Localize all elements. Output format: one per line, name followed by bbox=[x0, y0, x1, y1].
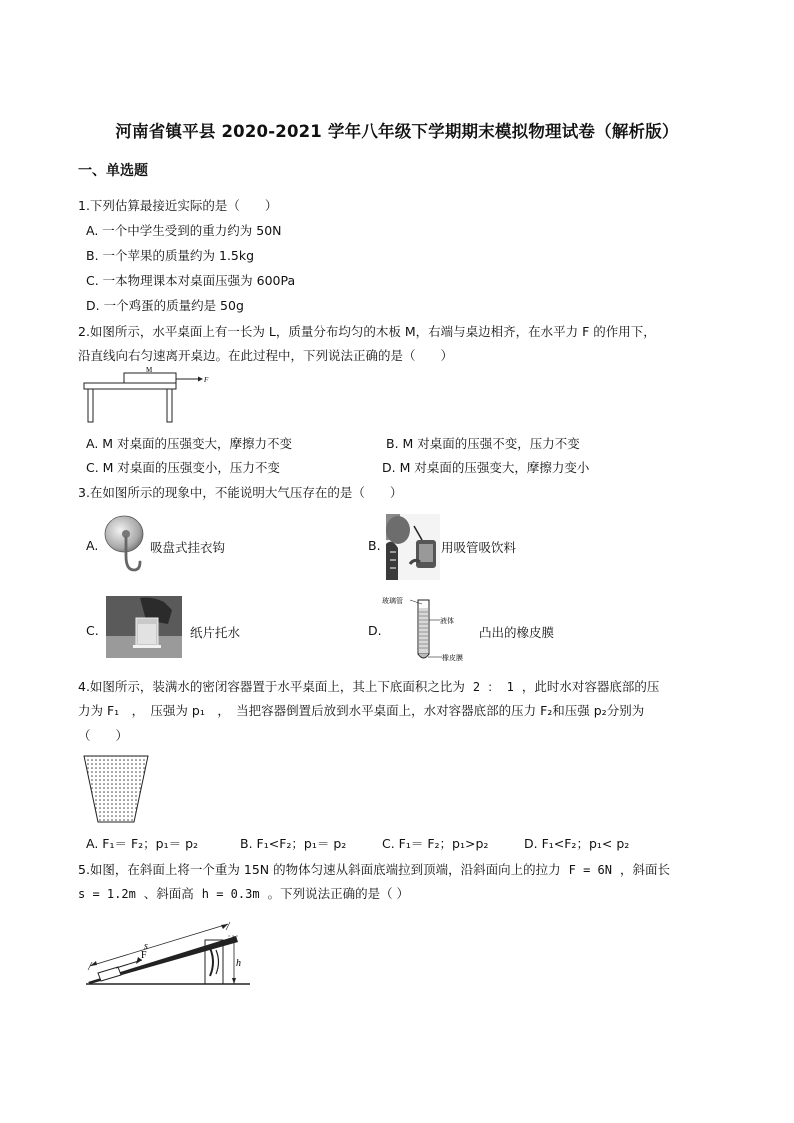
question-1-option-c: C. 一本物理课本对桌面压强为 600Pa bbox=[86, 273, 296, 288]
question-2-option-d: D. M 对桌面的压强变大，摩擦力变小 bbox=[382, 460, 590, 475]
option-d-caption: 凸出的橡皮膜 bbox=[479, 625, 555, 640]
figure-label-length: s bbox=[144, 941, 148, 952]
option-c-caption: 纸片托水 bbox=[190, 625, 241, 640]
option-b-letter: B. bbox=[368, 538, 381, 553]
straw-drinking-photo bbox=[386, 514, 440, 580]
question-5-stem-part3: 、斜面高 bbox=[143, 886, 194, 901]
option-a-caption: 吸盘式挂衣钩 bbox=[150, 540, 226, 555]
question-1-option-a: A. 一个中学生受到的重力约为 50N bbox=[86, 223, 282, 238]
figure-label-membrane: 橡皮膜 bbox=[442, 654, 463, 662]
option-d-letter: D. bbox=[368, 623, 382, 638]
question-2-option-a: A. M 对桌面的压强变大，摩擦力不变 bbox=[86, 436, 293, 451]
area-ratio: 2 ： 1 bbox=[472, 680, 514, 694]
paper-holds-water-photo bbox=[106, 596, 182, 658]
figure-label-liquid: 液体 bbox=[440, 617, 454, 625]
table-board-figure bbox=[82, 364, 222, 426]
option-c-letter: C. bbox=[86, 623, 99, 638]
question-2-stem-line2: 沿直线向右匀速离开桌边。在此过程中，下列说法正确的是（ ） bbox=[78, 348, 454, 363]
question-5-stem-part4: 。下列说法正确的是（ ） bbox=[267, 886, 410, 901]
question-2-option-c: C. M 对桌面的压强变小，压力不变 bbox=[86, 460, 280, 475]
question-4-stem-line3: （ ） bbox=[78, 728, 129, 743]
question-1-stem: 1.下列估算最接近实际的是（ ） bbox=[78, 198, 278, 213]
slope-height-value: h = 0.3m bbox=[201, 887, 260, 901]
question-5-stem-part1: 5.如图，在斜面上将一个重为 15N 的物体匀速从斜面底端拉到顶端，沿斜面向上的拉力 bbox=[78, 862, 561, 877]
page-title: 河南省镇平县 2020-2021 学年八年级下学期期末模拟物理试卷（解析版） bbox=[115, 122, 679, 141]
question-5-stem-line1 bbox=[78, 860, 670, 878]
question-4-option-d: D. F₁<F₂；p₁< p₂ bbox=[524, 836, 630, 851]
question-5-stem-line2 bbox=[78, 884, 409, 902]
question-4-stem-line2: 力为 F₁ ， 压强为 p₁ ， 当把容器倒置后放到水平桌面上，水对容器底部的压力 F₂和压强 p₂分别为 bbox=[78, 703, 645, 718]
figure-label-height: h bbox=[236, 958, 241, 969]
figure-label-glass-tube: 玻璃管 bbox=[382, 597, 403, 605]
question-4-option-b: B. F₁<F₂；p₁＝ p₂ bbox=[240, 836, 347, 851]
question-4-option-c: C. F₁＝ F₂；p₁>p₂ bbox=[382, 836, 489, 851]
question-1-option-b: B. 一个苹果的质量约为 1.5kg bbox=[86, 248, 255, 263]
question-4-stem-part2: ，此时水对容器底部的压 bbox=[521, 679, 660, 694]
question-5-stem-part2: ，斜面长 bbox=[619, 862, 670, 877]
option-b-caption: 用吸管吸饮料 bbox=[441, 540, 517, 555]
figure-label-f: F bbox=[204, 376, 209, 384]
question-4-option-a: A. F₁＝ F₂；p₁＝ p₂ bbox=[86, 836, 199, 851]
pull-force-value: F = 6N bbox=[568, 863, 612, 877]
question-2-option-b: B. M 对桌面的压强不变，压力不变 bbox=[386, 436, 580, 451]
question-1-option-d: D. 一个鸡蛋的质量约是 50g bbox=[86, 298, 244, 313]
question-4-stem-part1: 4.如图所示，装满水的密闭容器置于水平桌面上，其上下底面积之比为 bbox=[78, 679, 465, 694]
section-heading: 一、单选题 bbox=[78, 163, 148, 179]
suction-hook-picture bbox=[102, 514, 146, 580]
slope-length-value: s = 1.2m bbox=[78, 887, 136, 901]
container-figure bbox=[82, 754, 152, 826]
option-a-letter: A. bbox=[86, 538, 99, 553]
figure-label-m: M bbox=[146, 366, 153, 374]
glass-tube-figure bbox=[380, 594, 480, 664]
question-3-stem: 3.在如图所示的现象中，不能说明大气压存在的是（ ） bbox=[78, 485, 403, 500]
figure-label-force: F bbox=[141, 950, 147, 961]
inclined-plane-figure bbox=[84, 918, 254, 990]
question-4-stem-line1 bbox=[78, 677, 659, 695]
question-2-stem-line1: 2.如图所示，水平桌面上有一长为 L，质量分布均匀的木板 M，右端与桌边相齐，在水平力 F 的作用下， bbox=[78, 324, 656, 339]
